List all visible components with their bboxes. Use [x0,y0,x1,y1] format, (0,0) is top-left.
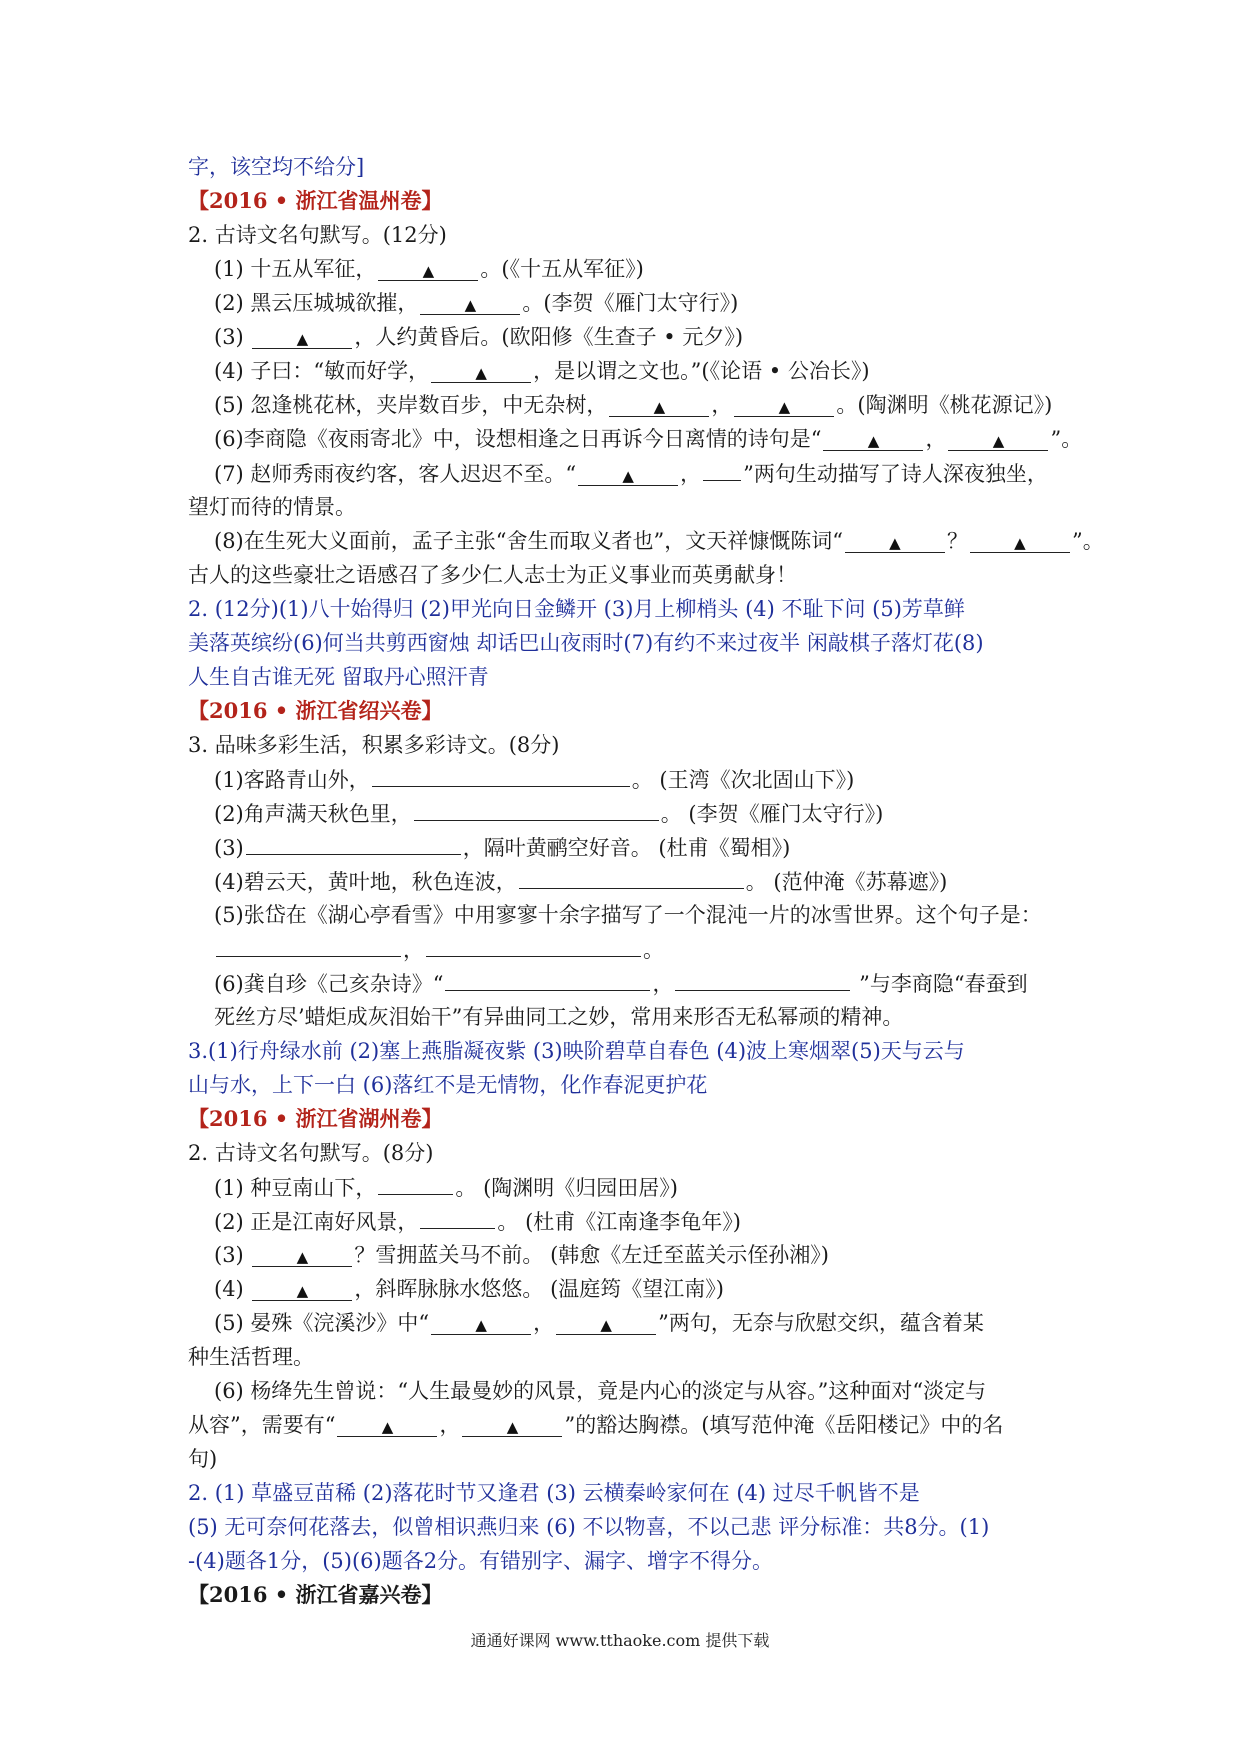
text-line [214,458,1058,489]
line-text: 。(李贺《雁门太守行》) [522,291,739,315]
answer-blank [420,1206,495,1229]
line-text: ， [711,393,733,417]
line-text: (2)角声满天秋色里， [214,802,412,826]
triangle-marker-icon: ▲ [600,1316,612,1334]
answer-blank [519,866,744,889]
line-text: (5)张岱在《湖心亭看雪》中用寥寥十余字描写了一个混沌一片的冰雪世界。这个句子是： [214,903,1042,927]
line-text: ，人约黄昏后。(欧阳修《生查子 • 元夕》) [354,325,744,349]
text-line [214,1274,1058,1304]
answer-blank [431,360,531,383]
text-line [188,1546,1058,1576]
answer-blank [703,458,741,481]
text-line [214,288,1058,318]
text-line [214,390,1058,420]
line-text: ， [652,972,674,996]
line-text: 。 (王湾《次北固山下》) [631,768,855,792]
text-line [214,900,1058,930]
line-text: (6)李商隐《夜雨寄北》中，设想相逢之日再诉今日离情的诗句是“ [214,427,822,451]
text-line [188,186,1058,216]
text-line [214,764,1058,795]
text-line [214,1172,1058,1203]
line-text: 。(陶渊明《桃花源记》) [836,393,1053,417]
answer-blank [556,1312,656,1335]
answer-blank [420,292,520,315]
answer-blank [431,1312,531,1335]
text-line [214,798,1058,829]
line-text: (5) 忽逢桃花林，夹岸数百步，中无杂树， [214,393,608,417]
line-text: (5) 无可奈何花落去，似曾相识燕归来 (6) 不以物喜，不以己悲 评分标准：共8分。(1) [188,1515,990,1539]
text-line [214,322,1058,352]
text-line [214,1206,1058,1237]
text-line [188,1138,1058,1168]
text-line [188,152,1058,182]
line-text: (1) 种豆南山下， [214,1176,377,1200]
line-text: (3) [214,325,251,349]
answer-blank [252,326,352,349]
text-line [214,424,1083,454]
text-line [214,1002,1058,1032]
line-text: (2) 黑云压城城欲摧， [214,291,419,315]
line-text: ，隔叶黄鹂空好音。 (杜甫《蜀相》) [462,836,791,860]
line-text: (1)客路青山外， [214,768,370,792]
answer-blank [462,1414,562,1437]
line-text: -(4)题各1分，(5)(6)题各2分。有错别字、漏字、增字不得分。 [188,1549,774,1573]
line-text: ， [925,427,947,451]
text-line [214,1240,1058,1270]
answer-blank [246,832,461,855]
text-line [188,560,1058,590]
line-text: (1) 十五从军征， [214,257,377,281]
triangle-marker-icon: ▲ [475,364,487,382]
line-text: 死丝方尽’蜡炬成灰泪始干”有异曲同工之妙，常用来形否无私幂顽的精神。 [214,1005,904,1029]
answer-blank [970,530,1070,553]
triangle-marker-icon: ▲ [296,1248,309,1266]
line-text: ”两句，无奈与欣慰交织，蕴含着某 [658,1311,984,1335]
section-header: 【2016 • 浙江省湖州卷】 [188,1106,443,1131]
text-line [188,696,1058,726]
line-text: 字，该空均不给分] [188,155,365,179]
triangle-marker-icon: ▲ [506,1418,519,1436]
text-line [188,1070,1058,1100]
answer-blank [252,1244,352,1267]
line-text: (4) 子曰：“敏而好学， [214,359,430,383]
text-line [214,934,1058,965]
line-text: ，斜晖脉脉水悠悠。 (温庭筠《望江南》) [354,1277,724,1301]
text-line [188,1342,1058,1372]
answer-blank [445,968,650,991]
text-line [214,1376,1058,1406]
text-line [188,1478,1058,1508]
line-text: 。 (范仲淹《苏幕遮》) [745,870,948,894]
line-text: 古人的这些豪壮之语感召了多少仁人志士为正义事业而英勇献身！ [188,563,797,587]
line-text: 。(《十五从军征》) [480,257,644,281]
line-text: (3) [214,1243,251,1267]
text-line [214,832,1058,863]
line-text: ”两句生动描写了诗人深夜独坐， [743,462,1048,486]
text-line [214,968,1058,999]
triangle-marker-icon: ▲ [867,432,880,450]
line-text: 2. 古诗文名句默写。(12分) [188,223,447,247]
line-text: 句) [188,1447,218,1471]
line-text: 2. 古诗文名句默写。(8分) [188,1141,434,1165]
section-header: 【2016 • 浙江省绍兴卷】 [188,698,443,723]
line-text: 人生自古谁无死 留取丹心照汗青 [188,665,489,689]
answer-blank [426,934,641,957]
answer-blank [378,1172,453,1195]
line-text: ，是以谓之文也。”(《论语 • 公冶长》) [533,359,870,383]
line-text: ”。 [1050,427,1083,451]
line-text: 种生活哲理。 [188,1345,314,1369]
line-text: ”。 [1071,529,1104,553]
line-text: (7) 赵师秀雨夜约客，客人迟迟不至。“ [214,462,577,486]
answer-blank [948,428,1048,451]
text-line [214,1308,1058,1338]
text-line [214,866,1058,897]
line-text: ， [680,462,702,486]
line-text: (4)碧云天，黄叶地，秋色连波， [214,870,517,894]
line-text: (6)龚自珍《己亥杂诗》“ [214,972,444,996]
answer-blank [252,1278,352,1301]
text-line [188,1410,1058,1440]
answer-blank [337,1414,437,1437]
triangle-marker-icon: ▲ [475,1316,487,1334]
line-text: 2. (12分)(1)八十始得归 (2)甲光向日金鳞开 (3)月上柳梢头 (4) 不耻下问 (5)芳草鲜 [188,597,965,621]
answer-blank [845,530,945,553]
text-line [214,254,1058,284]
answer-blank [734,394,834,417]
text-line [214,526,1104,556]
triangle-marker-icon: ▲ [422,262,435,280]
answer-blank [414,798,659,821]
triangle-marker-icon: ▲ [464,296,477,314]
text-line [188,730,1058,760]
line-text: ”的豁达胸襟。(填写范仲淹《岳阳楼记》中的名 [564,1413,1004,1437]
section-header: 【2016 • 浙江省温州卷】 [188,188,443,213]
line-text: (4) [214,1277,251,1301]
section-header: 【2016 • 浙江省嘉兴卷】 [188,1582,443,1607]
text-line [188,1580,1058,1610]
triangle-marker-icon: ▲ [889,534,901,552]
answer-blank [675,968,850,991]
line-text: ， [533,1311,555,1335]
text-line [214,356,1058,386]
answer-blank [378,258,478,281]
text-line [188,594,1058,624]
line-text: ”与李商隐“春蚕到 [852,972,1028,996]
page-footer: 通通好课网 www.tthaoke.com 提供下载 [470,1631,770,1650]
line-text: 。 (杜甫《江南逢李龟年》) [497,1210,741,1234]
triangle-marker-icon: ▲ [622,467,634,485]
line-text: 望灯而待的情景。 [188,495,356,519]
answer-blank [578,463,678,486]
answer-blank [216,934,401,957]
answer-blank [823,428,923,451]
line-text: ， [439,1413,461,1437]
line-text: 2. (1) 草盛豆苗稀 (2)落花时节又逢君 (3) 云横秦岭家何在 (4) 过尽千帆皆不是 [188,1481,920,1505]
text-line [188,1036,1058,1066]
triangle-marker-icon: ▲ [778,398,791,416]
answer-blank [372,764,630,787]
line-text: 。 [643,938,664,962]
triangle-marker-icon: ▲ [296,1282,309,1300]
triangle-marker-icon: ▲ [296,330,309,348]
triangle-marker-icon: ▲ [992,432,1005,450]
line-text: (8)在生死大义面前，孟子主张“舍生而取义者也”，文天祥慷慨陈词“ [214,529,843,553]
line-text: (6) 杨绛先生曾说：“人生最曼妙的风景，竟是内心的淡定与从容。”这种面对“淡定与 [214,1379,987,1403]
line-text: 从容”，需要有“ [188,1413,336,1437]
text-line [188,1512,1058,1542]
line-text: 美落英缤纷(6)何当共剪西窗烛 却话巴山夜雨时(7)有约不来过夜半 闲敲棋子落灯花(8) [188,631,984,655]
text-line [188,662,1058,692]
line-text: (2) 正是江南好风景， [214,1210,419,1234]
line-text: ， [403,938,424,962]
line-text: (3) [214,836,244,860]
triangle-marker-icon: ▲ [381,1418,394,1436]
text-line [188,628,1058,658]
text-line [188,220,1058,250]
triangle-marker-icon: ▲ [1014,534,1026,552]
text-line [188,492,1058,522]
line-text: 3.(1)行舟绿水前 (2)塞上燕脂凝夜紫 (3)映阶碧草自春色 (4)波上寒烟翠(5)天与云与 [188,1039,965,1063]
line-text: 3. 品味多彩生活，积累多彩诗文。(8分) [188,733,560,757]
line-text: 。 (李贺《雁门太守行》) [660,802,884,826]
text-line [188,1104,1058,1134]
line-text: ？雪拥蓝关马不前。 (韩愈《左迁至蓝关示侄孙湘》) [354,1243,829,1267]
answer-blank [609,394,709,417]
text-line [188,1444,1058,1474]
line-text: 。 (陶渊明《归园田居》) [455,1176,678,1200]
line-text: 山与水，上下一白 (6)落红不是无情物，化作春泥更护花 [188,1073,708,1097]
line-text: ？ [946,529,968,553]
triangle-marker-icon: ▲ [653,398,666,416]
line-text: (5) 晏殊《浣溪沙》中“ [214,1311,430,1335]
